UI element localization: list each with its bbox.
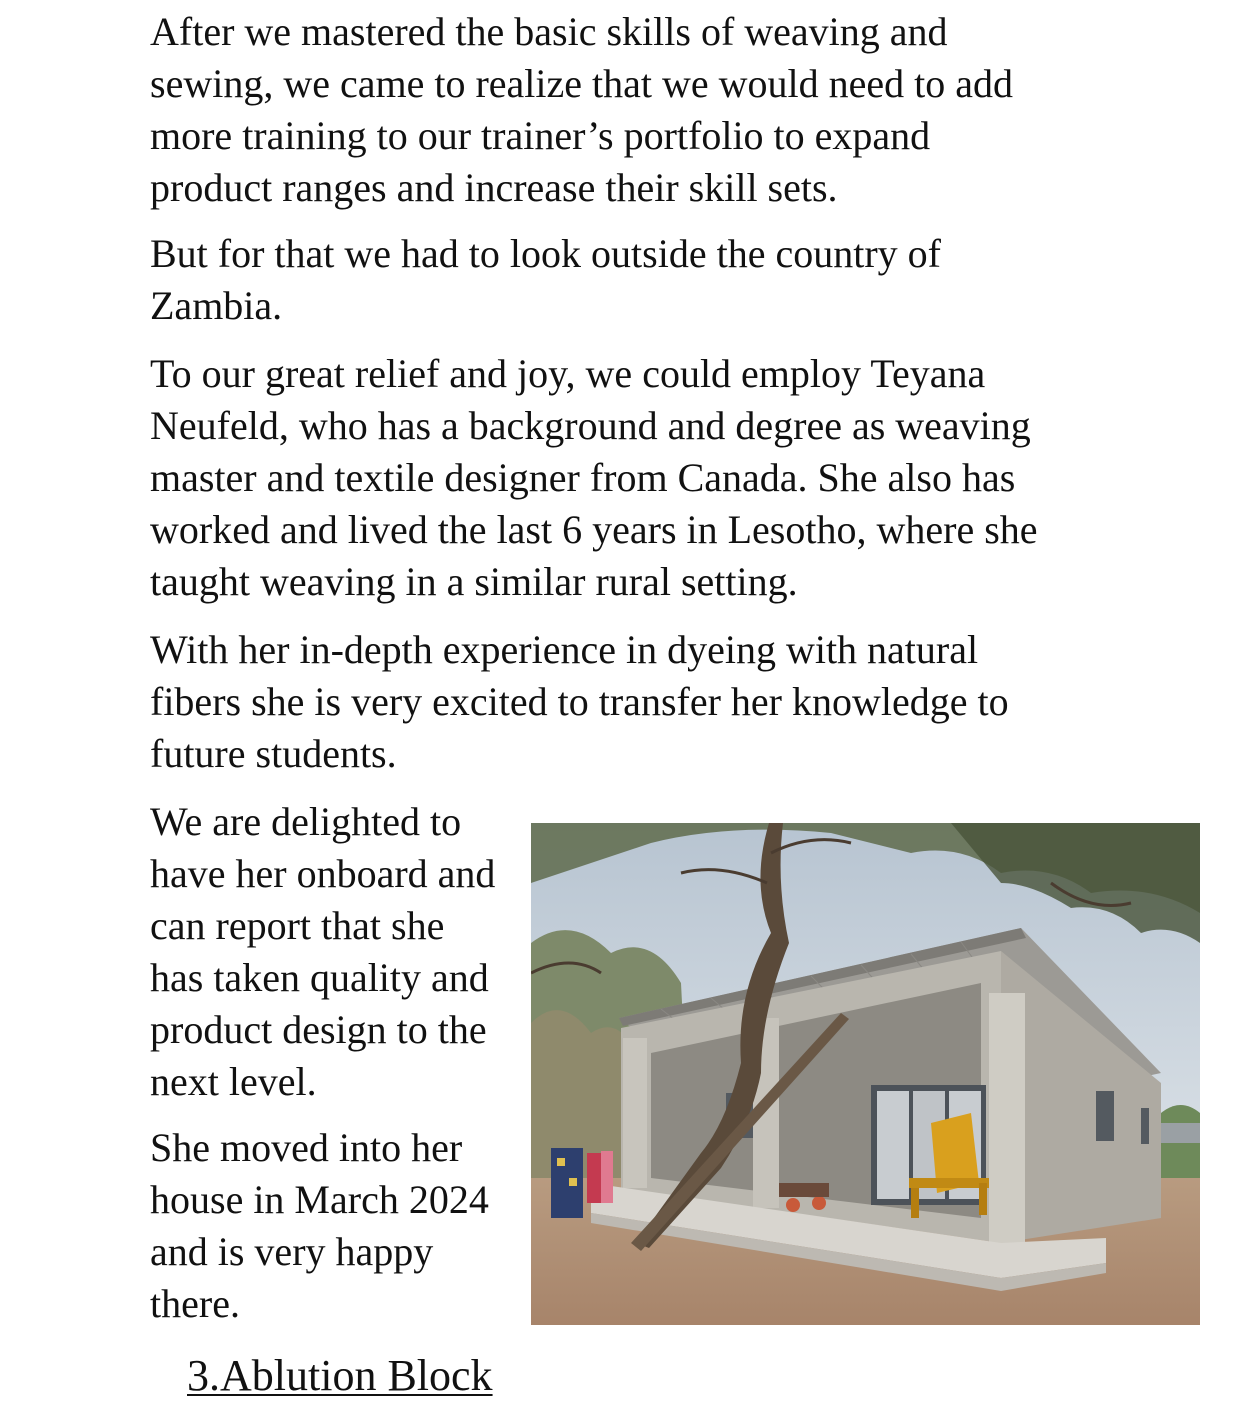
section-heading-title: Ablution Block	[220, 1351, 493, 1400]
paragraph-onboard: We are delighted to have her onboard and can report that she has taken quality and product design to the next level.	[150, 799, 496, 1104]
paragraph-dyeing-experience: With her in-depth experience in dyeing with natural fibers she is very excited to transfer her knowledge to future students.	[150, 627, 1009, 776]
paragraph-moved-house: She moved into her house in March 2024 and is very happy there.	[150, 1125, 489, 1326]
paragraph-outside-zambia: But for that we had to look outside the country of Zambia.	[150, 231, 941, 328]
section-heading-ablution-block	[187, 1348, 493, 1404]
section-heading-number: 3.	[187, 1351, 220, 1400]
paragraph-weaving-skills: After we mastered the basic skills of weaving and sewing, we came to realize that we would need to add more training to our trainer’s portfolio to expand product ranges and increase their skill sets.	[150, 9, 1014, 210]
house-photo	[531, 823, 1200, 1325]
paragraph-teyana-neufeld: To our great relief and joy, we could employ Teyana Neufeld, who has a background and degree as weaving master and textile designer from Canada. She also has worked and lived the last 6 years in Lesotho, where she taught weaving in a similar rural setting.	[150, 351, 1038, 604]
